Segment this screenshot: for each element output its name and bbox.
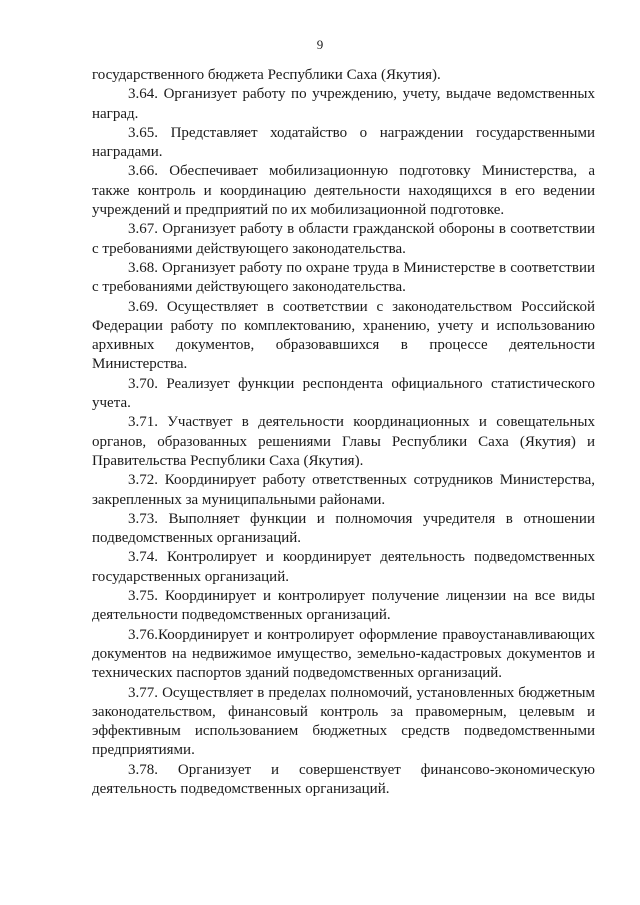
paragraph: 3.72. Координирует работу ответственных сотрудников Министерства, закрепленных за муниципальными районами. xyxy=(92,472,595,508)
paragraph: 3.71. Участвует в деятельности координационных и совещательных органов, образованных решениями Главы Республики Саха (Якутия) и Правительства Республики Саха (Якутия). xyxy=(92,414,595,469)
paragraph: 3.74. Контролирует и координирует деятельность подведомственных государственных организаций. xyxy=(92,549,595,585)
document-body xyxy=(92,66,595,799)
paragraph: 3.78. Организует и совершенствует финансово-экономическую деятельность подведомственных организаций. xyxy=(92,761,595,797)
paragraph: 3.67. Организует работу в области гражданской обороны в соответствии с требованиями действующего законодательства. xyxy=(92,221,595,257)
paragraph: 3.69. Осуществляет в соответствии с законодательством Российской Федерации работу по комплектованию, хранению, учету и использованию архивных документов, образовавшихся в процессе деятельности Министерства. xyxy=(92,298,595,373)
paragraph: 3.70. Реализует функции респондента официального статистического учета. xyxy=(92,375,595,412)
page-number: 9 xyxy=(316,37,324,52)
paragraph: 3.66. Обеспечивает мобилизационную подготовку Министерства, а также контроль и координацию деятельности находящихся в его ведении учреждений и предприятий по их мобилизационной подготовке. xyxy=(92,163,595,219)
paragraph: 3.65. Представляет ходатайство о награждении государственными наградами. xyxy=(92,124,595,161)
paragraph: 3.75. Координирует и контролирует получение лицензии на все виды деятельности подведомственных организаций. xyxy=(92,588,595,624)
paragraph: государственного бюджета Республики Саха (Якутия). xyxy=(92,67,441,83)
paragraph: 3.73. Выполняет функции и полномочия учредителя в отношении подведомственных организаций. xyxy=(92,510,595,547)
paragraph: 3.76.Координирует и контролирует оформление правоустанавливающих документов на недвижимое имущество, земельно-кадастровых документов и технических паспортов зданий подведомственных организаций. xyxy=(92,626,595,682)
paragraph: 3.77. Осуществляет в пределах полномочий, установленных бюджетным законодательством, финансовый контроль за правомерным, целевым и эффективным использованием бюджетных средств подведомственными предприятиями. xyxy=(92,684,595,759)
paragraph: 3.64. Организует работу по учреждению, учету, выдаче ведомственных наград. xyxy=(92,86,595,122)
paragraph: 3.68. Организует работу по охране труда в Министерстве в соответствии с требованиями действующего законодательства. xyxy=(92,259,595,296)
